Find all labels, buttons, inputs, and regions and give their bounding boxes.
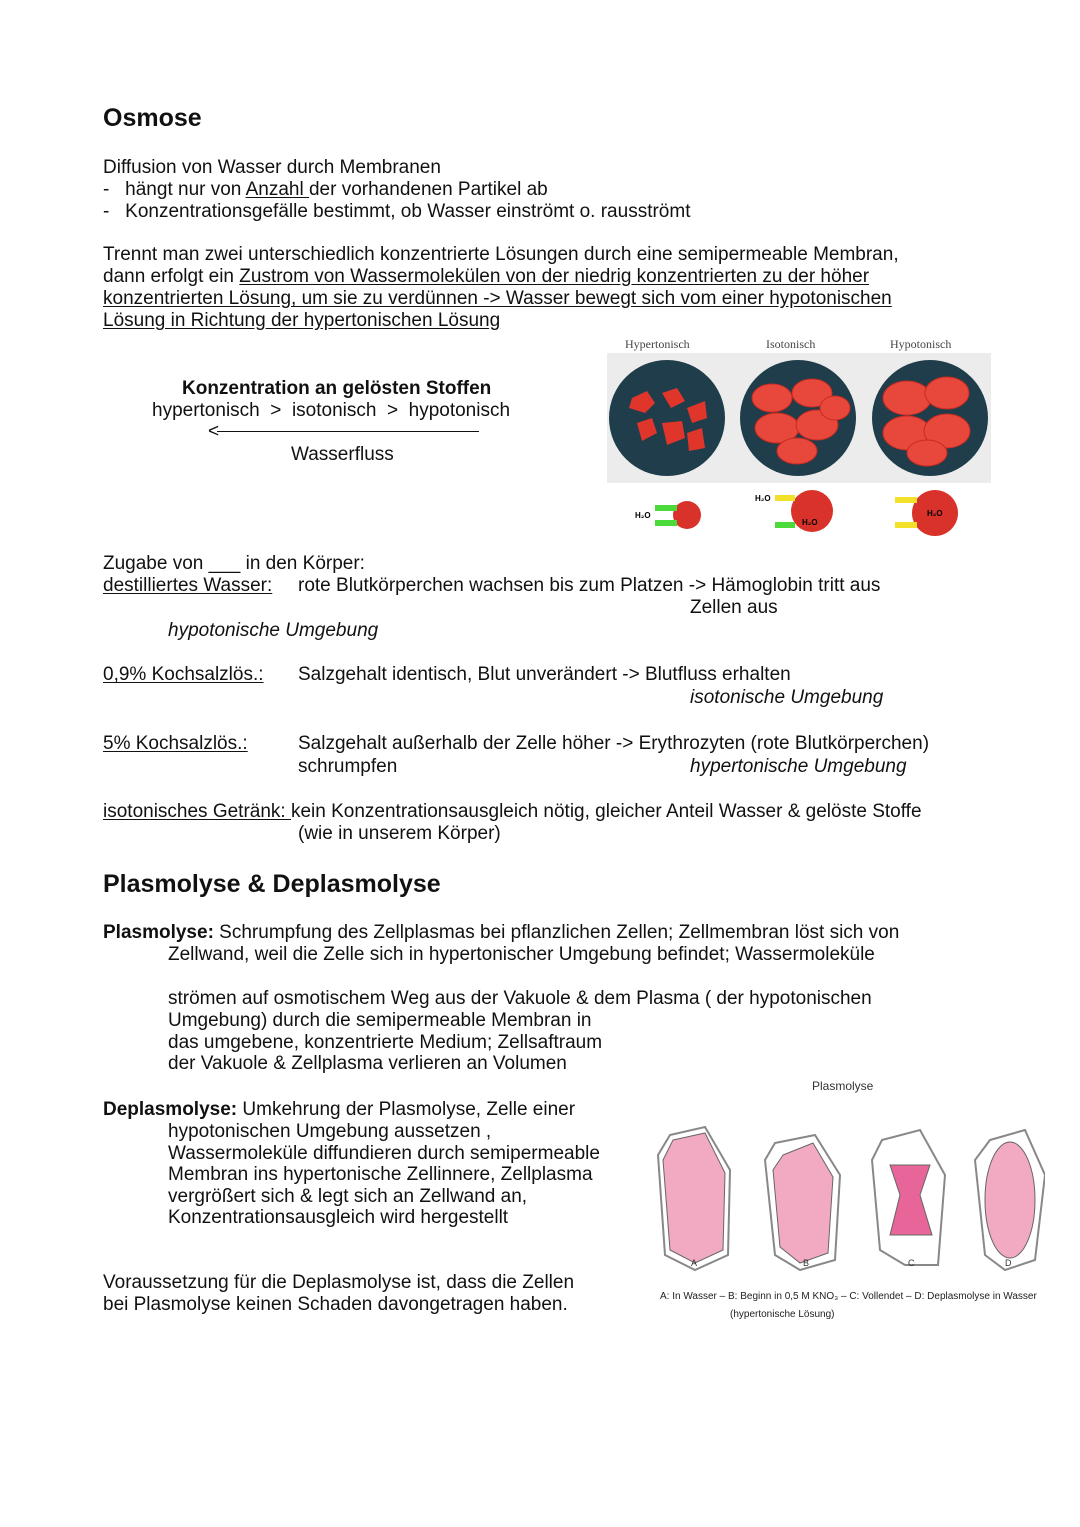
- term: 0,9% Kochsalzlös.:: [103, 664, 264, 685]
- term-description: Zellen aus: [690, 597, 778, 618]
- definition-line: das umgebene, konzentrierte Medium; Zellsaftraum: [168, 1032, 603, 1053]
- term-description: Salzgehalt außerhalb der Zelle höher -> Erythrozyten (rote Blutkörperchen): [298, 733, 930, 754]
- term: 5% Kochsalzlös.:: [103, 733, 248, 754]
- underlined-text: konzentrierten Lösung, um sie zu verdünnen -> Wasser bewegt sich vom einer hypotonischen: [103, 288, 892, 309]
- figure-title: Plasmolyse: [812, 1079, 874, 1093]
- underlined-text: Zustrom von Wassermolekülen von der niedrig konzentrierten zu der höher: [239, 266, 870, 287]
- svg-text:H₂O: H₂O: [802, 518, 818, 527]
- deplasmolyse-definition: Deplasmolyse: Umkehrung der Plasmolyse, Zelle einer: [103, 1099, 576, 1120]
- svg-text:C: C: [908, 1258, 915, 1268]
- bullet-text: Konzentrationsgefälle bestimmt, ob Wasser einströmt o. rausströmt: [125, 201, 691, 222]
- plasmolyse-definition: Plasmolyse: Schrumpfung des Zellplasmas bei pflanzlichen Zellen; Zellmembran löst sich von: [103, 922, 900, 943]
- svg-text:H₂O: H₂O: [635, 511, 651, 520]
- zugabe-heading: Zugabe von ___ in den Körper:: [103, 553, 365, 574]
- bullet-text: der vorhandenen Partikel ab: [308, 179, 548, 200]
- environment-label: isotonische Umgebung: [690, 687, 884, 708]
- paragraph-line: [103, 288, 892, 310]
- definition-line: der Vakuole & Zellplasma verlieren an Volumen: [168, 1053, 567, 1074]
- definition-line: Umgebung) durch die semipermeable Membran in: [168, 1010, 592, 1031]
- figure-label: Hypertonisch: [625, 337, 690, 351]
- paragraph-line: Trennt man zwei unterschiedlich konzentrierte Lösungen durch eine semipermeable Membran,: [103, 244, 899, 265]
- bullet-anzahl: - hängt nur von Anzahl der vorhandenen Partikel ab: [103, 179, 548, 200]
- figure-label: Hypotonisch: [890, 337, 952, 351]
- term-description: rote Blutkörperchen wachsen bis zum Platzen -> Hämoglobin tritt aus: [298, 575, 881, 596]
- prerequisite-line: bei Plasmolyse keinen Schaden davongetragen haben.: [103, 1294, 568, 1315]
- environment-label: hypotonische Umgebung: [168, 620, 379, 641]
- osmose-intro: Diffusion von Wasser durch Membranen: [103, 157, 441, 178]
- paragraph-line: [103, 266, 869, 288]
- svg-text:D: D: [1005, 1258, 1012, 1268]
- section-title-osmose: Osmose: [103, 104, 202, 132]
- definition-line: strömen auf osmotischem Weg aus der Vakuole & dem Plasma ( der hypotonischen: [168, 988, 872, 1009]
- concentration-order: hypertonisch > isotonisch > hypotonisch: [152, 400, 511, 421]
- underlined-text: Lösung in Richtung der hypertonischen Lösung: [103, 310, 501, 331]
- environment-label: hypertonische Umgebung: [690, 756, 907, 777]
- arrow-left-icon: <: [208, 421, 479, 443]
- definition-line: vergrößert sich & legt sich an Zellwand an,: [168, 1186, 528, 1207]
- definition-line: hypotonischen Umgebung aussetzen ,: [168, 1121, 492, 1142]
- svg-text:H₂O: H₂O: [927, 509, 943, 518]
- text: dann erfolgt ein: [103, 266, 240, 287]
- term-description: (wie in unserem Körper): [298, 823, 501, 844]
- plasmolysis-figure: [650, 1115, 1045, 1275]
- definition-line: Membran ins hypertonische Zellinnere, Zellplasma: [168, 1164, 593, 1185]
- term-description: Salzgehalt identisch, Blut unverändert -> Blutfluss erhalten: [298, 664, 791, 685]
- definition-line: Konzentrationsausgleich wird hergestellt: [168, 1207, 509, 1228]
- underlined-term: Anzahl: [245, 179, 309, 200]
- term-row: isotonisches Getränk: kein Konzentrationsausgleich nötig, gleicher Anteil Wasser & gelöste Stoffe: [103, 801, 922, 822]
- paragraph-line: [103, 310, 500, 332]
- svg-text:H₂O: H₂O: [755, 494, 771, 503]
- definition-line: Wassermoleküle diffundieren durch semipermeable: [168, 1143, 600, 1164]
- bullet-text: hängt nur von: [125, 179, 246, 200]
- blood-cell-figure: [607, 353, 991, 543]
- figure-label: Isotonisch: [766, 337, 816, 351]
- prerequisite-line: Voraussetzung für die Deplasmolyse ist, dass die Zellen: [103, 1272, 575, 1293]
- svg-text:A: A: [691, 1258, 698, 1268]
- term-description: schrumpfen: [298, 756, 398, 777]
- flow-label: Wasserfluss: [291, 444, 394, 465]
- concentration-title: Konzentration an gelösten Stoffen: [182, 378, 492, 399]
- svg-text:B: B: [803, 1258, 810, 1268]
- bullet-gefaelle: - Konzentrationsgefälle bestimmt, ob Wasser einströmt o. rausströmt: [103, 201, 691, 222]
- term: destilliertes Wasser:: [103, 575, 273, 596]
- figure-caption: A: In Wasser – B: Beginn in 0,5 M KNO₃ – C: Vollendet – D: Deplasmolyse in Wasser: [660, 1291, 1037, 1302]
- figure-caption: (hypertonische Lösung): [730, 1309, 835, 1320]
- section-title-plasmolyse: Plasmolyse & Deplasmolyse: [103, 870, 441, 898]
- definition-line: Zellwand, weil die Zelle sich in hypertonischer Umgebung befindet; Wassermoleküle: [168, 944, 875, 965]
